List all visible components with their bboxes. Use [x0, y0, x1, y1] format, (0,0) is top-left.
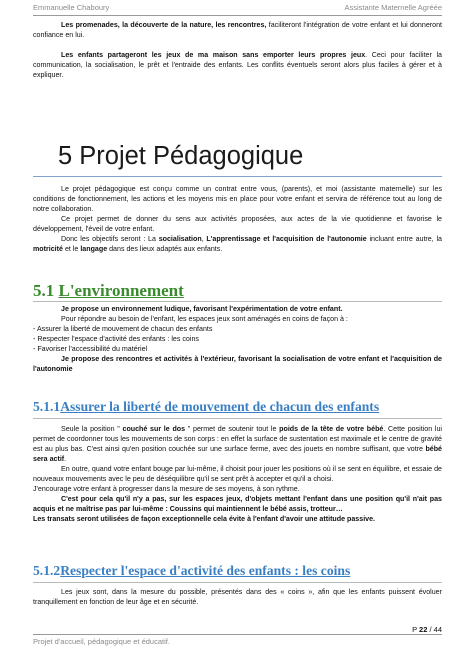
- section-5-1-paragraph-1: Je propose un environnement ludique, favorisant l'expérimentation de votre enfant.: [61, 305, 343, 313]
- section-5-1-2-title: Respecter l'espace d'activité des enfants : les coins: [60, 563, 351, 578]
- list-item-3: - Favoriser l'accessibilité du matériel: [33, 345, 148, 353]
- section-5-title: 5 Projet Pédagogique: [58, 142, 304, 170]
- section-5-1-2-rule: [33, 582, 442, 583]
- section-5-1-number: 5.1: [33, 281, 59, 300]
- page-number: [412, 625, 442, 634]
- section-5-1-1-paragraph-3: J'encourage votre enfant à progresser dans la mesure de ses moyens, à son rythme.: [33, 485, 300, 493]
- page-current: 22: [419, 625, 428, 634]
- intro-paragraph-1: [33, 20, 442, 40]
- section-5-1-paragraph-3: Je propose des rencontres et activités à l'extérieur, favorisant la socialisation de votre enfant et l'acquisition de l'autonomie: [33, 355, 442, 373]
- section-5-1-1-rule: [33, 418, 442, 419]
- s511-p1-a: Seule la position ": [61, 425, 123, 433]
- footer-rule: [33, 634, 442, 635]
- s511-p1-e: . Cette position lui permet de coordonner tous les mouvements de son corps : en effet la surface de sustentation est maximale et le centre de gravité est au plus bas. C'est ainsi qu'en position couchée sur une surface ferme, avec des jouets en nombre suffisant, que votre: [33, 425, 442, 453]
- s511-p1-c: " permet de soutenir tout le: [185, 425, 280, 433]
- section-5-paragraph-1: Le projet pédagogique est conçu comme un contrat entre vous, (parents), et moi (assistante maternelle) sur les conditions de fonctionnement, les actions et les moyens mis en place pour votre enfant et servira de référence tout au long de notre collaboration.: [33, 185, 442, 213]
- list-item-2: - Respecter l'espace d'activité des enfants : les coins: [33, 335, 199, 343]
- s5-p3-e: incluant entre autre, la: [366, 235, 442, 243]
- section-5-1-2-paragraph-1: Les jeux sont, dans la mesure du possible, présentés dans des « coins », afin que les enfants puissent évoluer tranquillement en fonction de leur âge et en sécurité.: [33, 588, 442, 606]
- section-5-1-1-body: [33, 424, 442, 524]
- section-5-1-heading: [33, 281, 184, 301]
- s5-p3-g: et le: [62, 245, 81, 253]
- section-5-1-2-heading: [33, 563, 350, 579]
- section-5-1-paragraph-2: Pour répondre au besoin de l'enfant, les espaces jeux sont aménagés en coins de façon à :: [61, 315, 348, 323]
- section-5-1-1-paragraph-4: C'est pour cela qu'il n'y a pas, sur les espaces jeux, d'objets mettant l'enfant dans une position qu'il n'ait pas acquis et ne maîtrise pas par lui-même : Coussins qui maintiennent le bébé assis, trotteur…: [33, 495, 442, 513]
- s511-p1-b: couché sur le dos: [122, 425, 186, 433]
- footer-caption: Projet d'accueil, pédagogique et éducatif.: [33, 637, 170, 646]
- section-5-1-rule: [33, 301, 442, 302]
- intro-p2-rest: . Ceci pour faciliter la communication, la socialisation, le prêt et l'entraide des enfants. Les conflits éventuels seront alors plus faciles à gérer et à expliquer.: [33, 51, 442, 79]
- intro-p2-bold: Les enfants partageront les jeux de ma maison sans emporter leurs propres jeux: [61, 51, 366, 59]
- header-author: Emmanuelle Chaboury: [33, 3, 110, 12]
- section-5-1-2-number: 5.1.2: [33, 563, 61, 578]
- page-prefix: P: [412, 625, 420, 634]
- s5-p3-f: motricité: [33, 245, 63, 253]
- header-role: Assistante Maternelle Agréée: [344, 3, 442, 12]
- s5-p3-h: langage: [80, 245, 108, 253]
- section-5-1-1-paragraph-5: Les transats seront utilisées de façon exceptionnelle cela évite à l'enfant d'avoir une attitude passive.: [33, 515, 376, 523]
- page-header: [33, 3, 442, 16]
- section-5-body: [33, 184, 442, 254]
- section-5-1-1-title: Assurer la liberté de mouvement de chacun des enfants: [60, 399, 380, 414]
- section-5-1-1-paragraph-2: En outre, quand votre enfant bouge par lui-même, il choisit pour jouer les positions où il se sent en équilibre, et essaie de nouveaux mouvements avec le peu de déséquilibre qu'il se sent prêt à accepter et qu'il a choisi.: [33, 465, 442, 483]
- section-5-1-1-paragraph-1: [33, 424, 442, 464]
- s5-p3-b: socialisation: [158, 235, 202, 243]
- section-5-paragraph-3: [33, 234, 442, 254]
- intro-paragraph-2: [33, 50, 442, 80]
- section-5-1-1-heading: [33, 399, 379, 415]
- intro-p1-bold: Les promenades, la découverte de la nature, les rencontres,: [61, 21, 267, 29]
- s511-p1-d: poids de la tête de votre bébé: [279, 425, 384, 433]
- s5-p3-d: L'apprentissage et l'acquisition de l'autonomie: [206, 235, 367, 243]
- s511-p1-g: .: [64, 455, 67, 463]
- section-5-1-title: L'environnement: [58, 281, 184, 300]
- intro-p1-rest: faciliteront l'intégration de votre enfant et lui donneront confiance en lui.: [33, 21, 442, 39]
- s511-p1-f: bébé sera actif: [33, 445, 442, 463]
- intro-block: [33, 20, 442, 80]
- s5-p3-c: ,: [201, 235, 207, 243]
- section-5-paragraph-2: Ce projet permet de donner du sens aux activités proposées, aux actes de la vie quotidienne et favorise le développement, l'éveil de votre enfant.: [33, 215, 442, 233]
- page-total: 44: [433, 625, 442, 634]
- page-separator: /: [427, 625, 434, 634]
- section-5-1-1-number: 5.1.1: [33, 399, 61, 414]
- section-5-1-2-body: [33, 587, 442, 607]
- section-5-rule: [33, 176, 442, 177]
- s5-p3-i: dans des lieux adaptés aux enfants.: [107, 245, 223, 253]
- list-item-1: - Assurer la liberté de mouvement de chacun des enfants: [33, 325, 213, 333]
- section-5-1-body: [33, 304, 442, 374]
- s5-p3-a: Donc les objectifs seront : La: [61, 235, 159, 243]
